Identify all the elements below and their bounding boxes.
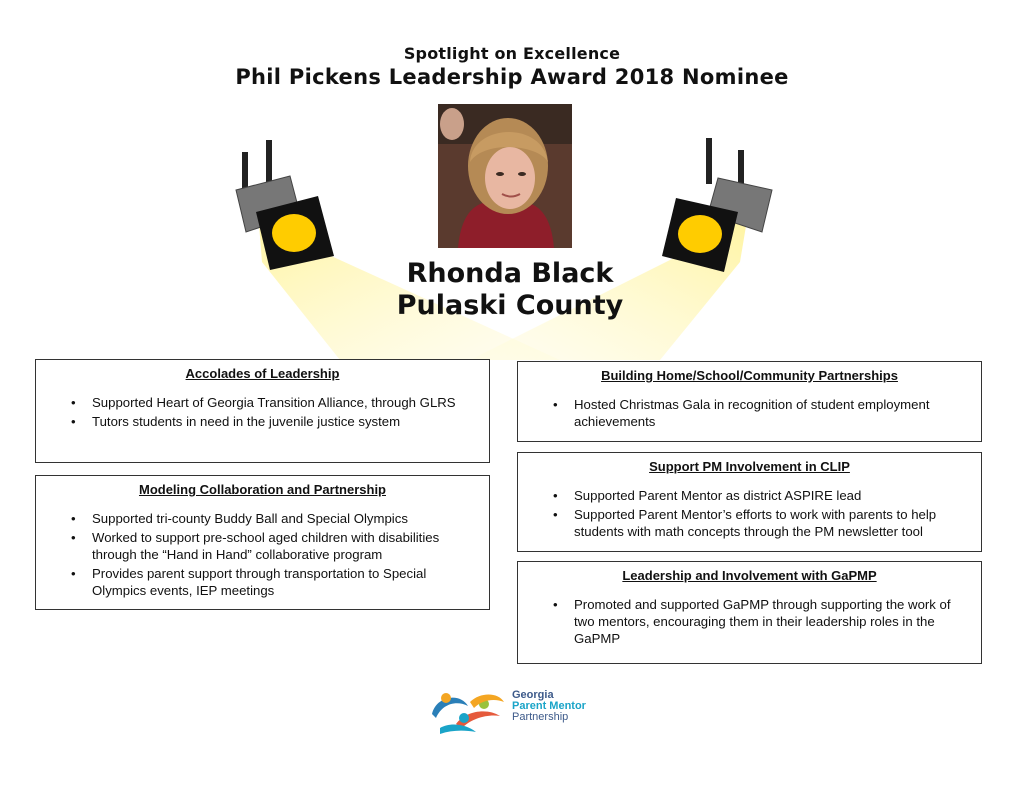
- accolades-box: [35, 359, 490, 463]
- list-item: • Hosted Christmas Gala in recognition of student employment achievements: [574, 396, 965, 430]
- left-spotlight-icon: [236, 140, 334, 270]
- list-item: • Supported Parent Mentor as district ASPIRE lead: [574, 487, 965, 504]
- list-item: • Tutors students in need in the juvenile justice system: [92, 413, 473, 430]
- page-header: [0, 44, 1024, 90]
- list-item: • Supported tri-county Buddy Ball and Special Olympics: [92, 510, 473, 527]
- nominee-block: [340, 258, 680, 322]
- modeling-title: Modeling Collaboration and Partnership: [138, 482, 386, 497]
- logo-line-2: Parent Mentor: [512, 700, 586, 712]
- nominee-name: Rhonda Black: [406, 258, 614, 289]
- support-list: [534, 487, 965, 540]
- leadership-title: Leadership and Involvement with GaPMP: [622, 568, 877, 583]
- accolades-list: [52, 394, 473, 430]
- leadership-list: [534, 596, 965, 647]
- list-item: • Promoted and supported GaPMP through supporting the work of two mentors, encouraging them in their leadership roles in the GaPMP: [574, 596, 965, 647]
- logo-line-1: Georgia: [512, 689, 554, 701]
- building-list: [534, 396, 965, 430]
- spotlight-heading: Spotlight on Excellence: [403, 44, 621, 63]
- modeling-box: [35, 475, 490, 610]
- logo-text: [512, 690, 586, 723]
- list-item: • Supported Heart of Georgia Transition Alliance, through GLRS: [92, 394, 473, 411]
- building-box: [517, 361, 982, 442]
- list-item: • Worked to support pre-school aged children with disabilities through the “Hand in Hand” collaborative program: [92, 529, 473, 563]
- partnership-figures-icon: [426, 684, 510, 736]
- leadership-box: [517, 561, 982, 664]
- logo-line-3: Partnership: [512, 711, 569, 723]
- accolades-title: Accolades of Leadership: [185, 366, 340, 381]
- award-title: Phil Pickens Leadership Award 2018 Nominee: [235, 65, 789, 89]
- nominee-photo: [438, 104, 572, 248]
- list-item: • Provides parent support through transportation to Special Olympics events, IEP meetings: [92, 565, 473, 599]
- support-box: [517, 452, 982, 552]
- list-item: • Supported Parent Mentor’s efforts to work with parents to help students with math concepts through the PM newsletter tool: [574, 506, 965, 540]
- gapmp-logo: [426, 684, 616, 736]
- nominee-county: Pulaski County: [396, 290, 624, 321]
- support-title: Support PM Involvement in CLIP: [649, 459, 850, 474]
- building-title: Building Home/School/Community Partnerships: [601, 368, 898, 383]
- right-spotlight-icon: [662, 138, 772, 272]
- modeling-list: [52, 510, 473, 599]
